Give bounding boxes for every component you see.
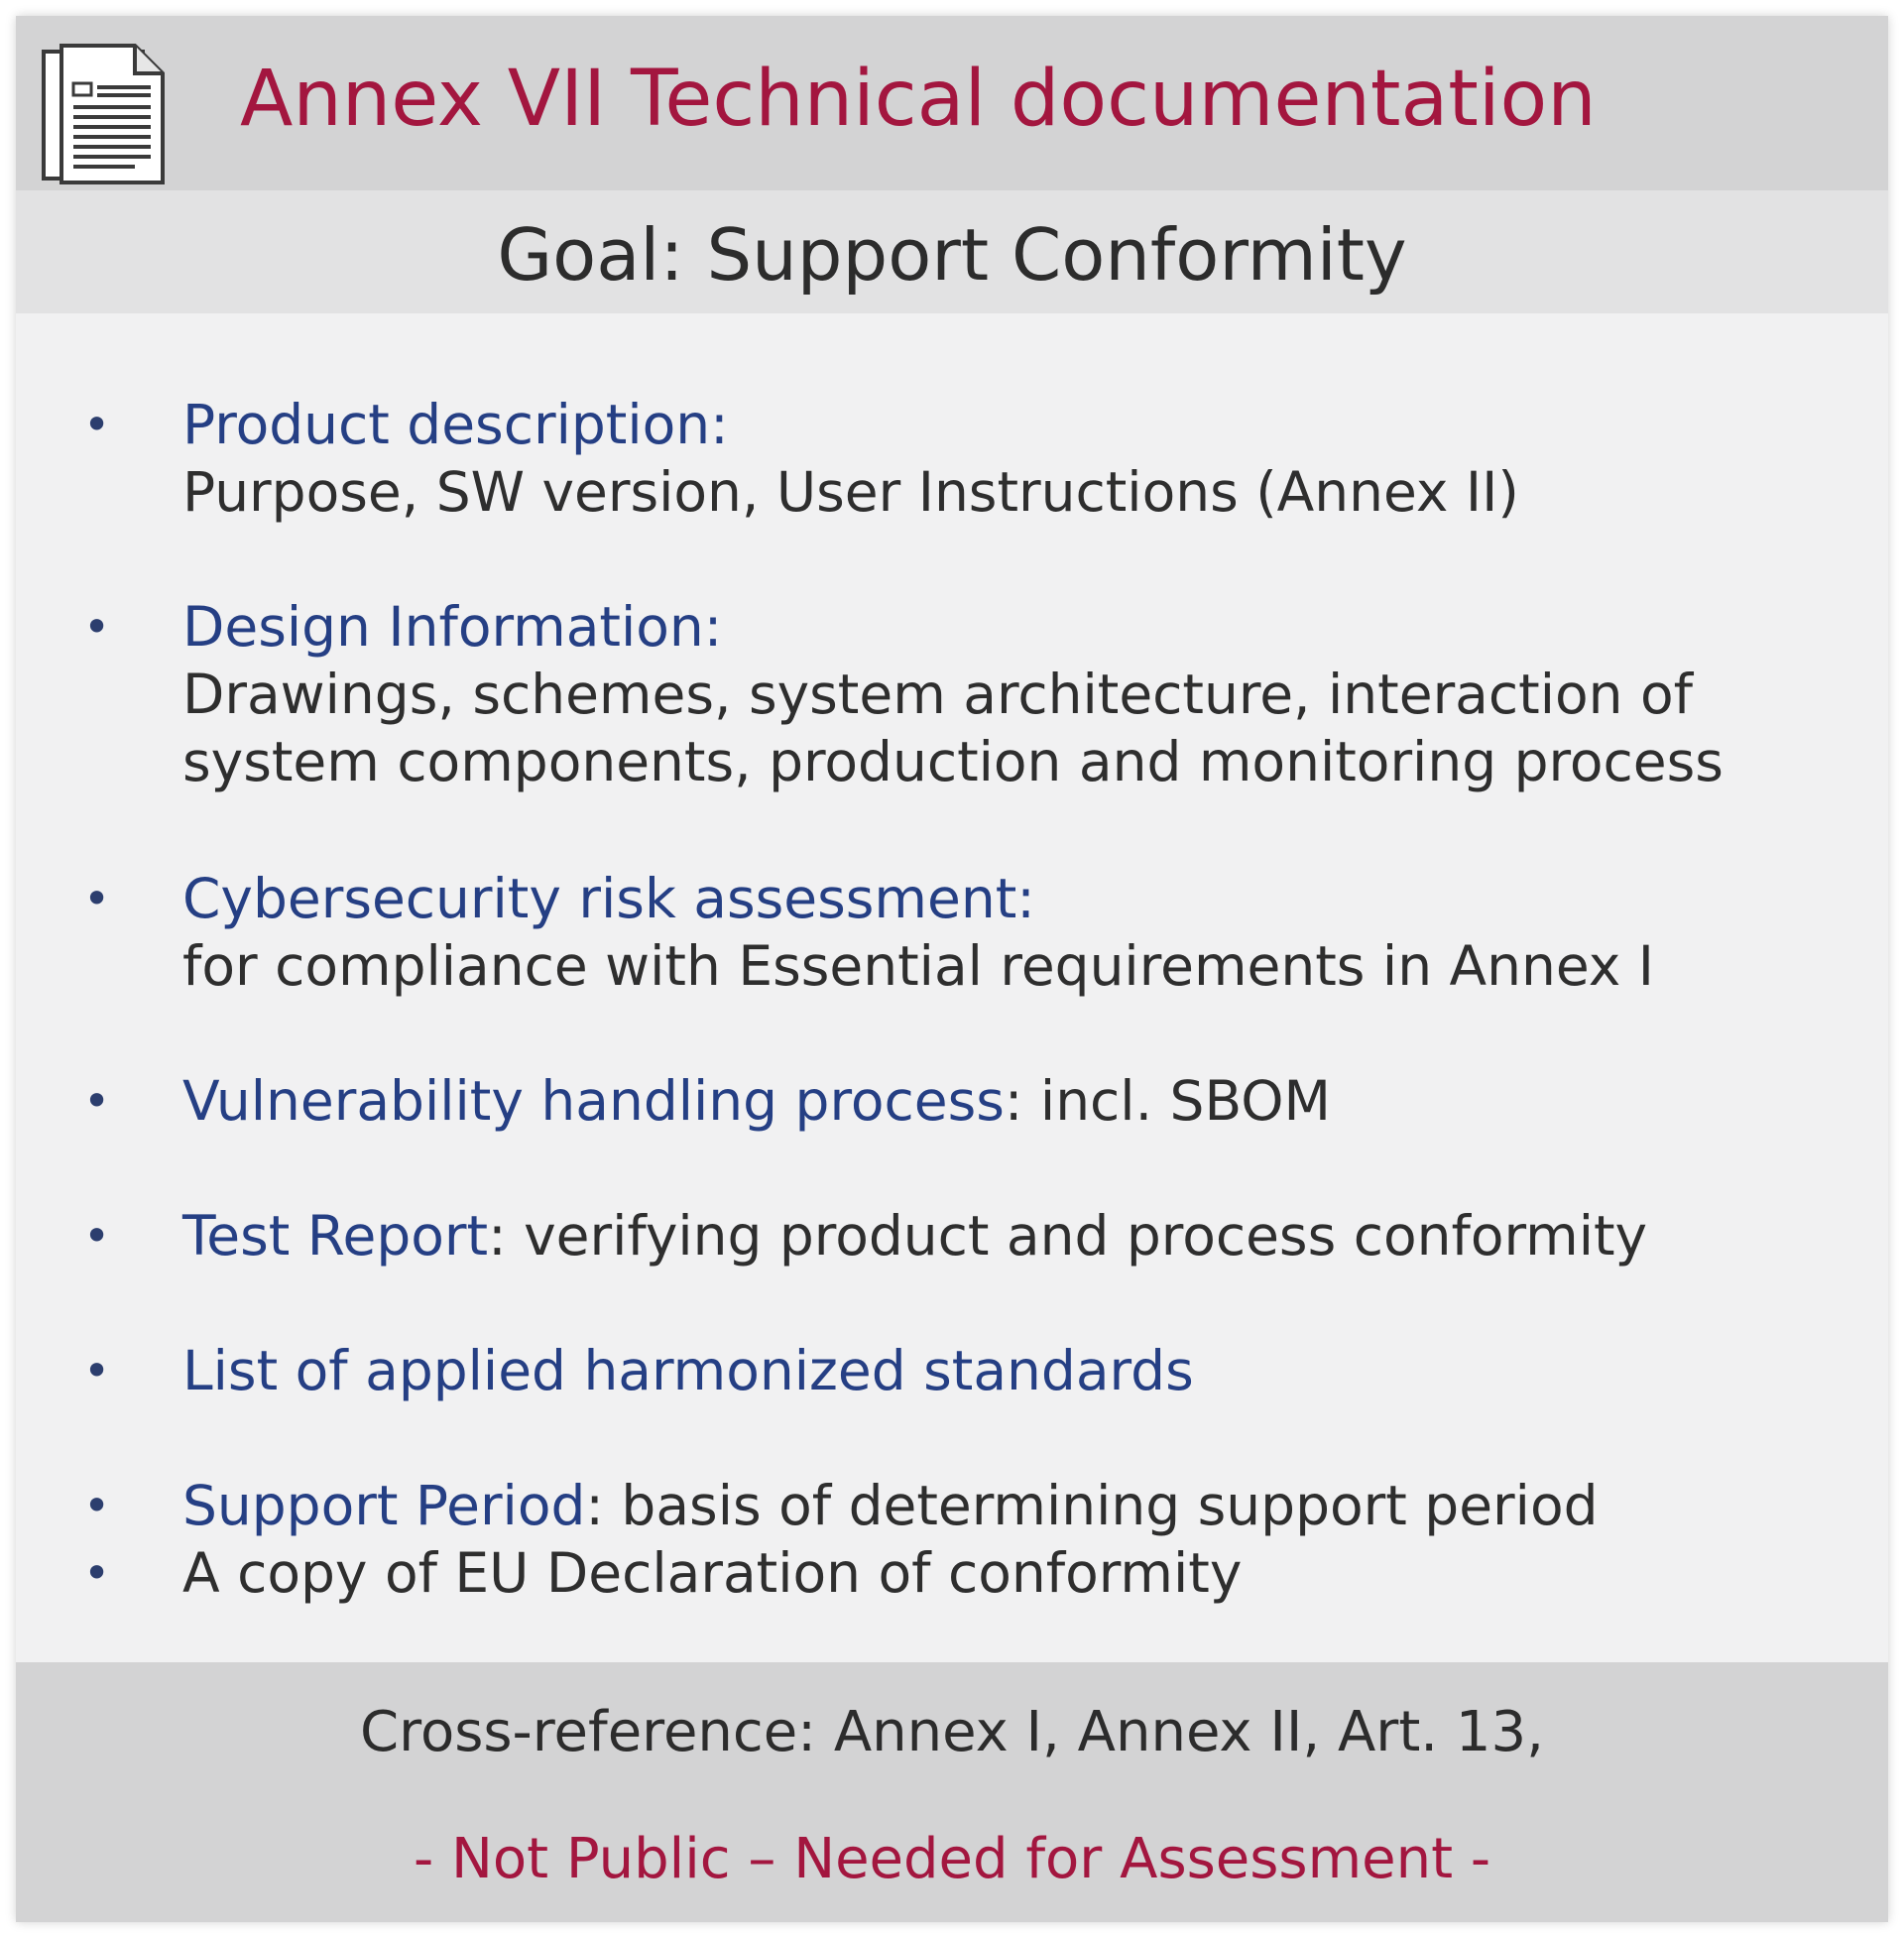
list-item-term: Vulnerability handling process: [182, 1069, 1005, 1133]
bullet-icon: •: [83, 872, 111, 925]
list-item-heading: [182, 1202, 1647, 1270]
list-item-detail: Purpose, SW version, User Instructions (Annex II): [182, 460, 1519, 524]
list-item-heading: [182, 1067, 1331, 1135]
list-item-term: Test Report: [182, 1204, 489, 1268]
document-icon: [40, 42, 169, 186]
list-item-term: List of applied harmonized standards: [182, 1339, 1194, 1402]
header-band: [16, 16, 1888, 190]
goal-heading: Goal: Support Conformity: [497, 213, 1407, 297]
list-item-heading: [182, 1472, 1599, 1539]
page-title: Annex VII Technical documentation: [240, 55, 1597, 144]
bullet-icon: •: [83, 1479, 111, 1532]
bullet-icon: •: [83, 600, 111, 654]
bullet-icon: •: [83, 398, 111, 451]
bullet-icon: •: [83, 1344, 111, 1397]
list-item-heading: [182, 1337, 1194, 1404]
list-item-heading: [182, 865, 1035, 932]
cross-reference-text: Cross-reference: Annex I, Annex II, Art. 13,: [360, 1700, 1544, 1764]
list-item-text: : verifying product and process conformity: [488, 1204, 1648, 1268]
slide-card: [16, 16, 1888, 1922]
list-item-heading: [182, 593, 722, 661]
bullet-icon: •: [83, 1209, 111, 1263]
list-item-detail: Drawings, schemes, system architecture, interaction of: [182, 663, 1693, 726]
list-item-term: Cybersecurity risk assessment:: [182, 867, 1035, 930]
list-item-text: A copy of EU Declaration of conformity: [182, 1541, 1243, 1605]
list-item-heading: [182, 391, 729, 458]
list-item-detail: for compliance with Essential requirements in Annex I: [182, 934, 1655, 998]
list-item-heading: [182, 1539, 1242, 1607]
not-public-note: - Not Public – Needed for Assessment -: [413, 1827, 1491, 1891]
list-item-term: Product description:: [182, 393, 729, 456]
list-item-detail: system components, production and monitoring process: [182, 730, 1724, 793]
bullet-icon: •: [83, 1546, 111, 1600]
list-item-term: Support Period: [182, 1474, 586, 1537]
goal-band: [16, 190, 1888, 313]
list-item-term: Design Information:: [182, 595, 723, 659]
footer-band: [16, 1662, 1888, 1922]
list-item-text: : basis of determining support period: [585, 1474, 1599, 1537]
bullet-icon: •: [83, 1074, 111, 1128]
list-item-text: : incl. SBOM: [1004, 1069, 1331, 1133]
